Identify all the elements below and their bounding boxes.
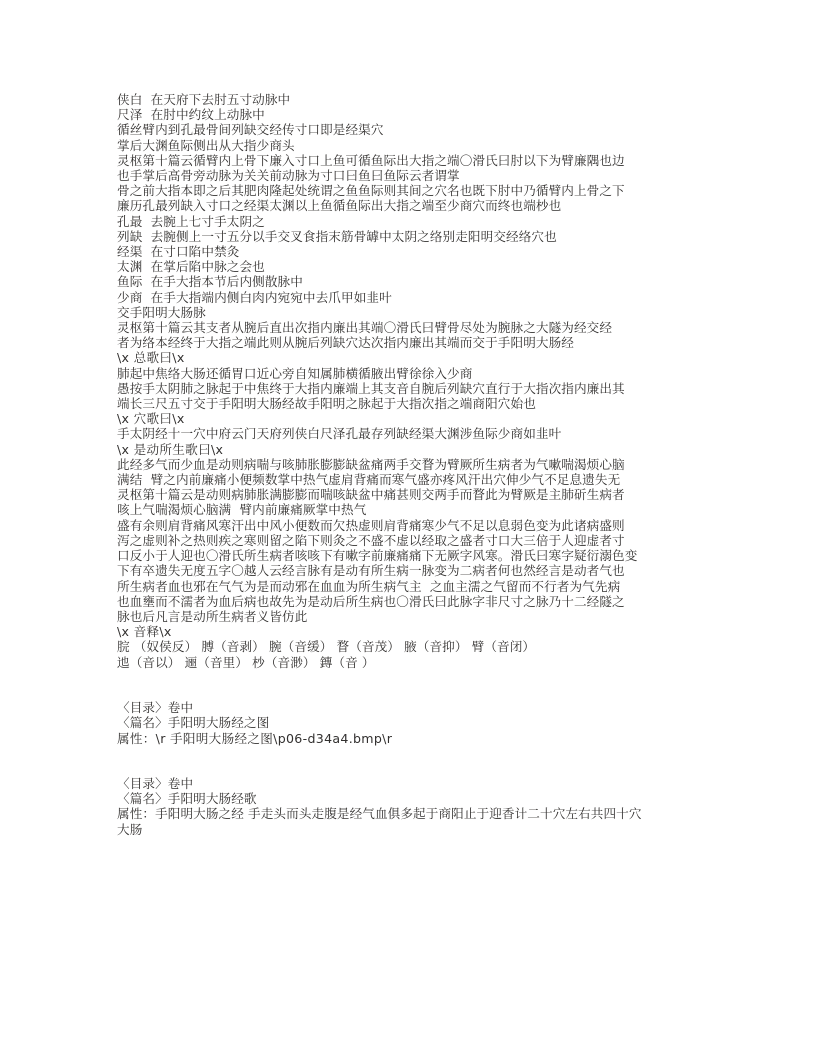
text-line: 少商 在手大指端内侧白肉内宛宛中去爪甲如韭叶	[117, 289, 392, 305]
text-line: 〈目录〉卷中	[117, 700, 194, 716]
text-line: 脘 （奴侯反） 膊（音剥） 腕（音缓） 瞀（音茂） 腋（音抑） 臂（音闭）	[117, 639, 536, 655]
text-line: 迆（音以） 逦（音里） 杪（音渺） 鏄（音 ）	[117, 654, 375, 670]
text-line: 端长三尺五寸交于手阳明大肠经故手阳明之脉起于大指次指之端商阳穴始也	[117, 396, 536, 412]
text-line: 属性：手阳明大肠之经 手走头而头走腹是经气血俱多起于商阳止于迎香计二十穴左右共四十穴	[117, 806, 642, 822]
text-line: 循丝臂内到孔最骨间列缺交经传寸口即是经渠穴	[117, 122, 384, 138]
text-line: 〈篇名〉手阳明大肠经歌	[117, 791, 257, 807]
document-text-body	[117, 92, 699, 837]
text-line: 属性：\r 手阳明大肠经之图\p06-d34a4.bmp\r	[117, 730, 393, 746]
text-line: 掌后大渊鱼际侧出从大指少商头	[117, 137, 295, 153]
text-line: 者为络本经终于大指之端此则从腕后列缺穴达次指内廉出其端而交于手阳明大肠经	[117, 335, 574, 351]
text-line: 盛有余则肩背痛风寒汗出中风小便数而欠热虚则肩背痛寒少气不足以息弱色变为此诸病盛则	[117, 517, 625, 533]
text-line: 脉也后凡言是动所生病者义皆仿此	[117, 608, 308, 624]
text-line: 灵枢第十篇云是动则病肺胀满膨膨而喘咳缺盆中痛甚则交两手而瞀此为臂厥是主肺斫生病者	[117, 487, 625, 503]
text-line: 孔最 去腕上七寸手太阴之	[117, 213, 265, 229]
text-line: 骨之前大指本即之后其肥肉隆起处统谓之鱼鱼际则其间之穴名也既下肘中乃循臂内上骨之下	[117, 183, 625, 199]
text-line: 手太阴经十一穴中府云门天府列侠白尺泽孔最存列缺经渠大渊涉鱼际少商如韭叶	[117, 426, 562, 442]
text-line: 泻之虚则补之热则疾之寒则留之陷下则灸之不盛不虚以经取之盛者寸口大三倍于人迎虚者寸	[117, 532, 625, 548]
text-line: 尺泽 在肘中约纹上动脉中	[117, 107, 265, 123]
text-line: 也手掌后高骨旁动脉为关关前动脉为寸口曰鱼曰鱼际云者谓掌	[117, 168, 460, 184]
text-line: 列缺 去腕侧上一寸五分以手交叉食指末筋骨罅中太阴之络别走阳明交经络穴也	[117, 228, 557, 244]
text-line: 廉历孔最列缺入寸口之经渠太渊以上鱼循鱼际出大指之端至少商穴而终也端杪也	[117, 198, 562, 214]
text-line	[117, 746, 699, 761]
text-line: 所生病者血也邪在气气为是而动邪在血血为所生病气主 之血主濡之气留而不行者为气先病	[117, 578, 621, 594]
text-line	[117, 670, 699, 685]
text-line: 灵枢第十篇云其支者从腕后直出次指内廉出其端〇滑氏曰臂骨尽处为腕脉之大隧为经交经	[117, 320, 613, 336]
text-line: 肺起中焦络大肠还循胃口近心旁自知属肺横循腋出臂徐徐入少商	[117, 365, 473, 381]
text-line: 〈篇名〉手阳明大肠经之图	[117, 715, 270, 731]
text-line: 满结 臂之内前廉痛小便频数掌中热气虚肩背痛而寒气盛亦疼风汗出穴伸少气不足息遗失无	[117, 472, 621, 488]
text-line: 大肠	[117, 821, 143, 837]
text-line: 愚按手太阴肺之脉起于中焦终于大指内廉端上其支音自腕后列缺穴直行于大指次指内廉出其	[117, 380, 625, 396]
text-line: \x 是动所生歌曰\x	[117, 441, 224, 457]
text-line: 灵枢第十篇云循臂内上骨下廉入寸口上鱼可循鱼际出大指之端〇滑氏曰肘以下为臂廉隅也边	[117, 152, 625, 168]
text-line: 侠白 在天府下去肘五寸动脉中	[117, 92, 291, 107]
text-line: 也血壅而不濡者为血后病也故先为是动后所生病也〇滑氏曰此脉字非尺寸之脉乃十二经隧之	[117, 593, 625, 609]
text-line: 口反小于人迎也〇滑氏所生病者咳咳下有嗽字前廉痛痛下无厥字风寒。滑氏曰寒字疑衍溺色变	[117, 548, 638, 564]
text-line: 〈目录〉卷中	[117, 776, 194, 792]
text-line: \x 音释\x	[117, 624, 172, 640]
text-line: 咳上气喘渴烦心脑满 臂内前廉痛厥掌中热气	[117, 502, 367, 518]
text-line	[117, 761, 699, 776]
text-line: 太渊 在掌后陷中脉之会也	[117, 259, 265, 275]
text-line: 经渠 在寸口陷中禁灸	[117, 244, 240, 260]
text-line: 下有卒遗失无度五字〇越人云经言脉有是动有所生病一脉变为二病者何也然经言是动者气也	[117, 563, 625, 579]
text-line: \x 总歌曰\x	[117, 350, 185, 366]
text-line: 鱼际 在手大指本节后内侧散脉中	[117, 274, 303, 290]
text-line	[117, 685, 699, 700]
text-line: 此经多气而少血是动则病喘与咳肺胀膨膨缺盆痛两手交瞀为臂厥所生病者为气嗽喘渴烦心脑	[117, 456, 625, 472]
text-line: 交手阳明大肠脉	[117, 304, 206, 320]
text-line: \x 穴歌曰\x	[117, 411, 185, 427]
